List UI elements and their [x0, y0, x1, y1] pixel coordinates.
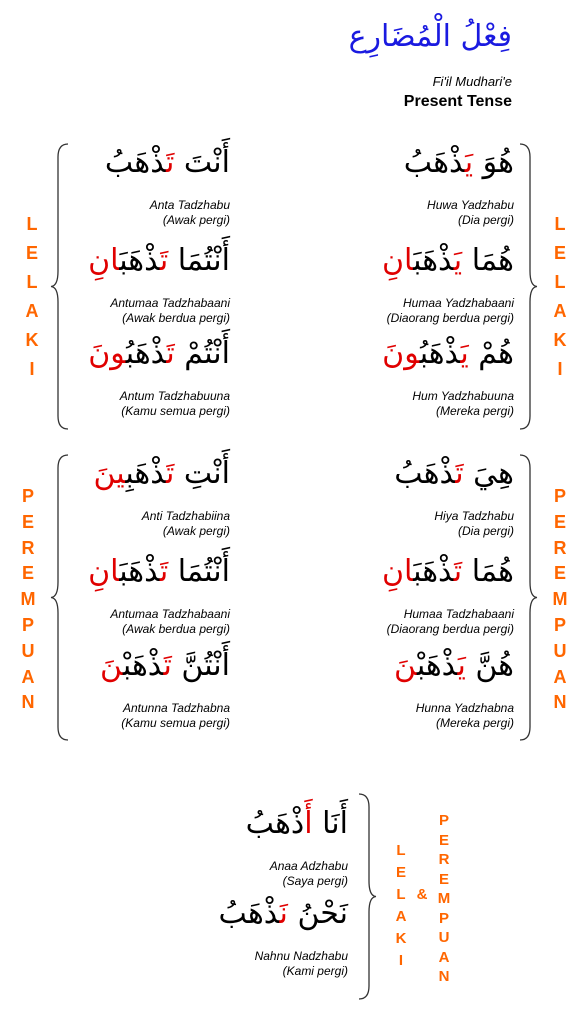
label-letter: L	[396, 842, 406, 859]
arabic-pronoun: أَنْتَ	[174, 145, 230, 180]
arabic-phrase	[0, 142, 230, 184]
label-letter: E	[553, 511, 566, 532]
arabic-pronoun: هِيَ	[463, 456, 514, 491]
label-letter: E	[395, 864, 406, 881]
label-letter: A	[553, 666, 567, 687]
label-letter: I	[398, 952, 404, 969]
label-letter: L	[26, 214, 38, 234]
label-ampersand: &	[416, 886, 428, 903]
meaning: (Dia pergi)	[457, 213, 514, 227]
verb-root: ذْهَبُ	[218, 896, 280, 931]
label-letter: L	[26, 272, 38, 292]
entry-male-right	[274, 240, 514, 326]
brace-male-right	[518, 143, 538, 430]
transliteration: Huwa Yadzhabu	[427, 198, 514, 212]
arabic-phrase	[274, 142, 514, 184]
verb-affix: يَ	[460, 336, 469, 371]
label-letter: R	[438, 851, 450, 868]
label-letter: P	[438, 812, 449, 829]
brace-both	[357, 793, 377, 1000]
verb-affix: يَ	[464, 145, 474, 180]
verb-affix: تَ	[165, 145, 175, 180]
brace-female-left	[50, 454, 70, 741]
label-letter: P	[438, 909, 449, 927]
verb-affix: ينَ	[93, 456, 126, 491]
label-letter: N	[553, 692, 567, 713]
verb-root: ذْهَبَ	[413, 243, 454, 278]
verb-affix: تَ	[159, 243, 169, 278]
label-letter: U	[553, 640, 567, 661]
meaning: (Kamu semua pergi)	[121, 404, 230, 418]
transliteration: Anta Tadzhabu	[149, 198, 230, 212]
label-letter: I	[557, 359, 563, 379]
transliteration: Nahnu Nadzhabu	[254, 949, 348, 963]
arabic-pronoun: هُمَا	[462, 243, 514, 278]
meaning: (Awak pergi)	[162, 524, 230, 538]
meaning: (Dia pergi)	[457, 524, 514, 538]
label-letter: L	[396, 886, 406, 903]
label-lelaki-right	[548, 210, 572, 384]
verb-root: ذْهَبِ	[125, 456, 166, 491]
meaning: (Diaorang berdua pergi)	[386, 622, 514, 636]
verb-affix: تَ	[166, 336, 175, 371]
label-letter: R	[21, 537, 35, 558]
label-lelaki-left	[20, 210, 44, 384]
label-lelaki-both	[389, 840, 413, 972]
entry-female-right	[274, 645, 514, 731]
arabic-pronoun: أَنْتُنَّ	[171, 648, 230, 683]
label-letter: E	[21, 511, 34, 532]
label-letter: A	[395, 908, 407, 925]
transliteration: Antunna Tadzhabna	[123, 701, 230, 715]
label-letter: A	[25, 301, 39, 321]
verb-root: ذْهَبْ	[122, 648, 164, 683]
label-letter: E	[438, 831, 449, 849]
verb-affix: انِ	[88, 243, 120, 278]
label-letter: E	[553, 243, 566, 263]
verb-affix: نَ	[100, 648, 123, 683]
verb-affix: أَ	[304, 806, 313, 841]
arabic-phrase	[274, 240, 514, 282]
entry-female-right	[274, 551, 514, 637]
label-letter: E	[25, 243, 38, 263]
label-letter: N	[438, 968, 450, 985]
meaning: (Awak berdua pergi)	[122, 622, 230, 636]
verb-affix: نَ	[279, 896, 288, 931]
meaning: (Mereka pergi)	[435, 404, 514, 418]
verb-affix: انِ	[382, 243, 414, 278]
transliteration: Hum Yadzhabuuna	[412, 389, 514, 403]
entry-male-right	[274, 142, 514, 228]
arabic-pronoun: هُوَ	[473, 145, 514, 180]
verb-affix: تَ	[159, 554, 169, 589]
entry-female-right	[274, 453, 514, 539]
arabic-pronoun: أَنْتِ	[174, 456, 230, 491]
verb-affix: نَ	[393, 648, 417, 683]
meaning: (Awak pergi)	[162, 213, 230, 227]
entry-both	[108, 893, 348, 979]
label-perempuan-right	[548, 484, 572, 716]
arabic-phrase	[274, 551, 514, 593]
transliteration: Antum Tadzhabuuna	[119, 389, 230, 403]
meaning: (Awak berdua pergi)	[122, 311, 230, 325]
arabic-phrase	[274, 453, 514, 495]
label-perempuan-left	[16, 484, 40, 716]
verb-root: ذْهَبُ	[419, 336, 461, 371]
label-letter: E	[438, 870, 449, 888]
arabic-pronoun: هُمْ	[468, 336, 514, 371]
verb-root: ذْهَبَ	[413, 554, 454, 589]
label-letter: P	[21, 486, 34, 506]
verb-affix: انِ	[382, 554, 414, 589]
arabic-pronoun: هُنَّ	[465, 648, 514, 683]
transliteration: Anaa Adzhabu	[269, 859, 348, 873]
label-letter: A	[21, 666, 35, 687]
meaning: (Kamu semua pergi)	[121, 716, 230, 730]
label-letter: P	[21, 614, 34, 635]
label-letter: E	[553, 563, 566, 584]
arabic-phrase	[108, 803, 348, 845]
meaning: (Kami pergi)	[282, 964, 348, 978]
label-letter: M	[552, 589, 568, 610]
verb-root: ذْهَبُ	[104, 145, 166, 180]
arabic-pronoun: أَنْتُمَا	[168, 554, 230, 589]
label-letter: P	[553, 614, 566, 635]
label-letter: P	[553, 486, 566, 506]
label-letter: I	[29, 359, 35, 379]
arabic-phrase	[108, 893, 348, 935]
label-perempuan-both	[432, 811, 456, 987]
label-letter: A	[553, 301, 567, 321]
transliteration: Humaa Tadzhabaani	[403, 607, 514, 621]
meaning: (Saya pergi)	[282, 874, 348, 888]
transliteration: Hiya Tadzhabu	[434, 509, 514, 523]
label-letter: K	[25, 330, 39, 350]
verb-root: ذْهَبَ	[119, 243, 160, 278]
transliteration: Antumaa Tadzhabaani	[110, 607, 230, 621]
transliteration: Hunna Yadzhabna	[415, 701, 514, 715]
verb-affix: ونَ	[88, 336, 126, 371]
label-letter: A	[438, 948, 450, 966]
arabic-pronoun: أَنْتُمْ	[174, 336, 230, 371]
label-letter: L	[554, 214, 566, 234]
verb-affix: يَ	[457, 648, 466, 683]
arabic-pronoun: نَحْنُ	[287, 896, 348, 931]
verb-affix: انِ	[88, 554, 120, 589]
label-letter: M	[20, 589, 36, 610]
verb-affix: تَ	[163, 648, 172, 683]
entry-both	[108, 803, 348, 889]
arabic-pronoun: أَنْتُمَا	[168, 243, 230, 278]
verb-root: ذْهَبُ	[245, 806, 305, 841]
verb-affix: يَ	[453, 243, 463, 278]
arabic-pronoun: هُمَا	[462, 554, 514, 589]
arabic-pronoun: أَنَا	[312, 806, 348, 841]
verb-root: ذْهَبْ	[416, 648, 458, 683]
label-letter: E	[21, 563, 34, 584]
entry-male-right	[274, 333, 514, 419]
verb-root: ذْهَبُ	[403, 145, 465, 180]
arabic-phrase	[274, 333, 514, 375]
label-letter: U	[438, 929, 450, 946]
meaning: (Mereka pergi)	[435, 716, 514, 730]
transliteration: Antumaa Tadzhabaani	[110, 296, 230, 310]
verb-affix: ونَ	[382, 336, 420, 371]
verb-root: ذْهَبُ	[394, 456, 456, 491]
verb-affix: تَ	[455, 456, 464, 491]
verb-affix: تَ	[453, 554, 463, 589]
arabic-phrase	[274, 645, 514, 687]
label-letter: U	[21, 640, 35, 661]
label-letter: N	[21, 692, 35, 713]
brace-female-right	[518, 454, 538, 741]
verb-root: ذْهَبَ	[119, 554, 160, 589]
brace-male-left	[50, 143, 70, 430]
meaning: (Diaorang berdua pergi)	[386, 311, 514, 325]
label-letter: M	[437, 890, 451, 907]
page-title-arabic: فِعْلُ الْمُضَارِع	[348, 19, 512, 54]
page-title-transliteration: Fi'il Mudhari'e	[432, 74, 512, 89]
page-title-english: Present Tense	[403, 93, 512, 110]
label-letter: R	[553, 537, 567, 558]
label-letter: K	[553, 330, 567, 350]
transliteration: Humaa Yadzhabaani	[403, 296, 514, 310]
label-letter: K	[395, 930, 407, 947]
verb-root: ذْهَبُ	[125, 336, 167, 371]
transliteration: Anti Tadzhabiina	[141, 509, 230, 523]
label-letter: L	[554, 272, 566, 292]
verb-affix: تَ	[165, 456, 175, 491]
